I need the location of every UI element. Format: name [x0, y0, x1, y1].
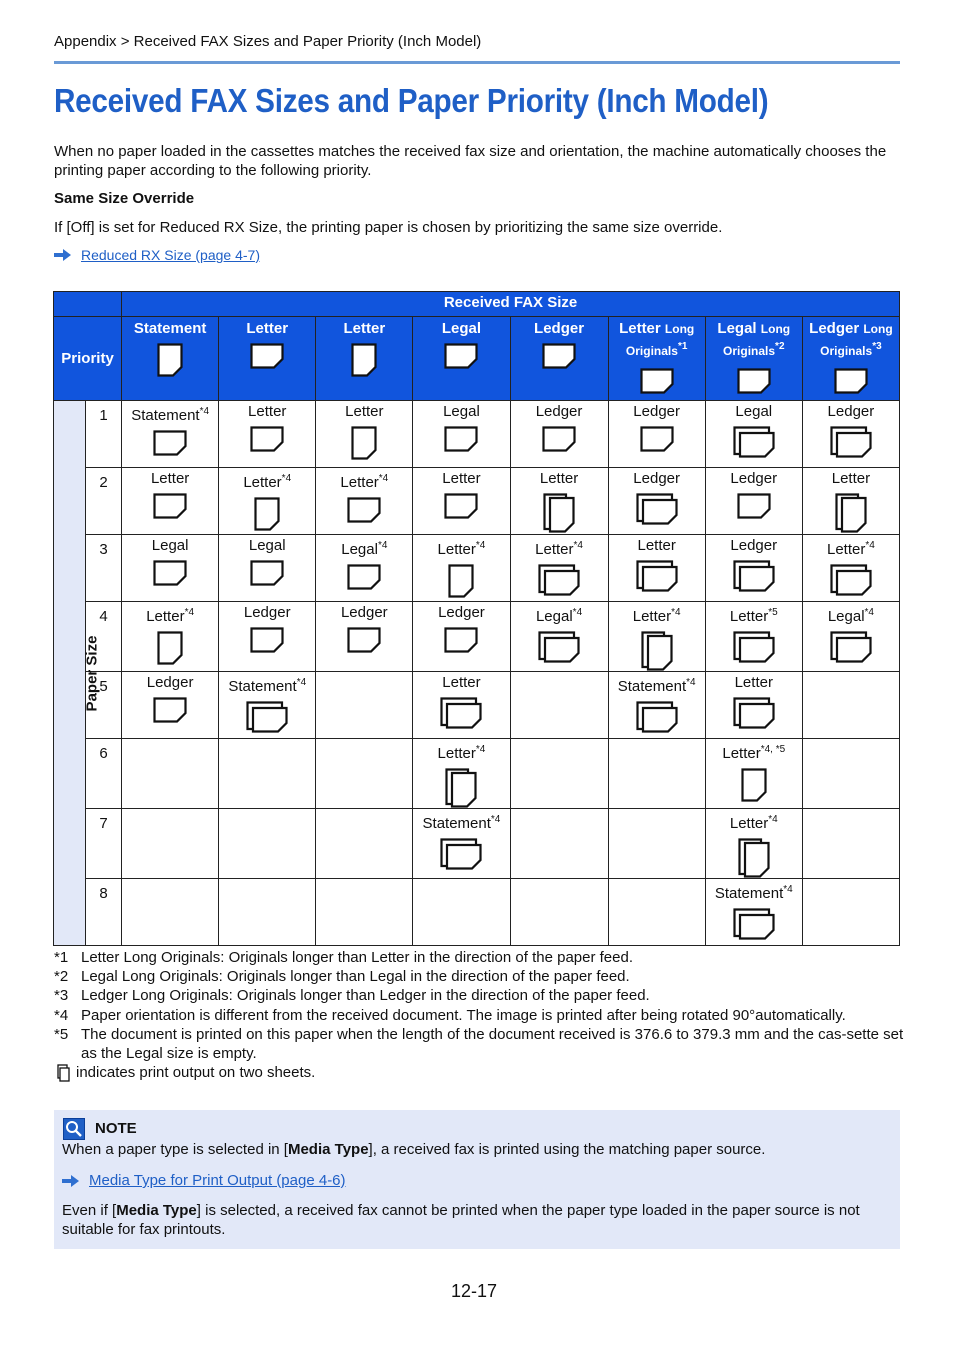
arrow-right-icon	[54, 249, 71, 261]
paper-size-name: Letter$^{*4}$	[340, 473, 389, 491]
column-header-label: Letter	[343, 320, 386, 337]
table-cell	[705, 535, 802, 602]
priority-number: 1	[86, 401, 122, 468]
column-header-label: Letter Long Originals$^{*1}$	[619, 320, 695, 358]
table-cell	[316, 672, 413, 739]
table-cell	[219, 672, 316, 739]
column-header	[608, 317, 705, 401]
landscape-paper-icon	[250, 627, 284, 653]
table-cell	[122, 401, 219, 468]
table-cell	[316, 401, 413, 468]
note-text-1: When a paper type is selected in [Media Type], a received fax is printed using the matching paper source.	[62, 1141, 766, 1158]
table-cell	[316, 535, 413, 602]
table-cell	[219, 879, 316, 946]
header-rule	[54, 61, 900, 64]
table-cell	[122, 809, 219, 879]
table-cell	[122, 535, 219, 602]
priority-number: 4	[86, 602, 122, 672]
media-type-link[interactable]: Media Type for Print Output (page 4-6)	[89, 1172, 346, 1189]
paper-size-name: Legal$^{*4}$	[535, 607, 583, 625]
table-cell	[802, 535, 899, 602]
table-row	[54, 809, 900, 879]
table-row	[54, 879, 900, 946]
paper-size-name: Letter$^{*4}$	[437, 744, 486, 762]
table-cell	[316, 602, 413, 672]
landscape-paper-icon	[542, 426, 576, 452]
paper-size-name: Ledger	[340, 604, 388, 621]
portrait-paper-icon	[351, 343, 377, 377]
two-sheet-legend-text: indicates print output on two sheets.	[76, 1064, 316, 1082]
paper-size-name: Statement$^{*4}$	[131, 406, 210, 424]
page-title: Received FAX Sizes and Paper Priority (Inch Model)	[54, 82, 769, 119]
paper-size-name: Letter	[442, 470, 481, 487]
table-cell	[122, 739, 219, 809]
landscape-double-paper-icon	[733, 631, 775, 663]
note-link-row	[62, 1172, 346, 1189]
landscape-paper-icon	[737, 368, 771, 394]
landscape-double-paper-icon	[636, 493, 678, 525]
table-cell	[802, 401, 899, 468]
paper-size-name: Statement$^{*4}$	[617, 677, 696, 695]
portrait-paper-icon	[157, 343, 183, 377]
paper-size-name: Statement$^{*4}$	[228, 677, 307, 695]
column-header-label: Legal	[441, 320, 482, 337]
table-row	[54, 739, 900, 809]
landscape-paper-icon	[250, 426, 284, 452]
column-header-label: Ledger	[534, 320, 585, 337]
landscape-double-paper-icon	[733, 560, 775, 592]
paper-size-name: Statement$^{*4}$	[422, 814, 501, 832]
column-header	[802, 317, 899, 401]
paper-size-name: Letter	[248, 403, 287, 420]
table-cell	[510, 468, 608, 535]
paper-size-name: Legal$^{*4}$	[827, 607, 874, 625]
note-box	[54, 1110, 900, 1249]
landscape-double-paper-icon	[636, 560, 678, 592]
landscape-paper-icon	[153, 560, 187, 586]
header-blank	[54, 292, 122, 317]
portrait-double-paper-icon	[641, 631, 673, 671]
table-cell	[608, 468, 705, 535]
landscape-double-paper-icon	[830, 564, 872, 596]
paper-size-name: Letter$^{*4, *5}$	[722, 744, 786, 762]
landscape-paper-icon	[444, 426, 478, 452]
table-cell	[316, 739, 413, 809]
table-cell	[802, 739, 899, 809]
paper-size-name: Letter$^{*4}$	[729, 814, 778, 832]
breadcrumb: Appendix > Received FAX Sizes and Paper Priority (Inch Model)	[54, 33, 482, 50]
landscape-paper-icon	[834, 368, 868, 394]
arrow-right-icon	[62, 1175, 79, 1187]
landscape-double-paper-icon	[830, 426, 872, 458]
paper-size-name: Legal	[735, 403, 773, 420]
table-cell	[413, 879, 510, 946]
table-cell	[608, 535, 705, 602]
table-cell	[705, 879, 802, 946]
paper-size-name: Ledger	[146, 674, 194, 691]
note-text-2: Even if [Media Type] is selected, a received fax cannot be printed when the paper type loaded in the paper source is not suitable for fax printouts.	[62, 1202, 860, 1238]
portrait-double-paper-icon	[738, 838, 770, 878]
table-cell	[510, 879, 608, 946]
table-cell	[510, 672, 608, 739]
paper-size-name: Ledger	[730, 470, 778, 487]
table-cell	[510, 535, 608, 602]
paper-size-name: Letter	[442, 674, 481, 691]
column-header-label: Ledger Long Originals$^{*3}$	[809, 320, 893, 358]
table-cell	[510, 809, 608, 879]
table-cell	[705, 602, 802, 672]
table-cell	[705, 401, 802, 468]
intro-paragraph: When no paper loaded in the cassettes matches the received fax size and orientation, the machine automatically chooses the printing paper according to the following priority.	[54, 143, 887, 179]
table-cell	[316, 879, 413, 946]
table-cell	[219, 602, 316, 672]
landscape-paper-icon	[347, 564, 381, 590]
table-cell	[510, 739, 608, 809]
table-cell	[608, 809, 705, 879]
paper-size-name: Letter$^{*4}$	[827, 540, 875, 558]
landscape-paper-icon	[153, 493, 187, 519]
two-sheets-icon	[54, 1064, 72, 1082]
paper-size-name: Legal	[248, 537, 286, 554]
table-cell	[510, 401, 608, 468]
table-cell	[608, 879, 705, 946]
landscape-double-paper-icon	[246, 701, 288, 733]
priority-header: Priority	[54, 317, 122, 401]
landscape-paper-icon	[444, 343, 478, 369]
fax-size-priority-table	[53, 291, 900, 946]
landscape-double-paper-icon	[440, 697, 482, 729]
landscape-double-paper-icon	[830, 631, 872, 663]
landscape-paper-icon	[444, 627, 478, 653]
table-cell	[219, 468, 316, 535]
reduced-rx-size-link[interactable]: Reduced RX Size (page 4-7)	[81, 247, 260, 263]
column-header-label: Statement	[133, 320, 207, 337]
table-cell	[413, 809, 510, 879]
section-subheading: Same Size Override	[54, 190, 195, 207]
footnote: *3 Ledger Long Originals: Originals longer than Ledger in the direction of the paper feed.	[54, 987, 650, 1005]
table-cell	[608, 602, 705, 672]
column-header-label: Legal Long Originals$^{*2}$	[717, 320, 791, 358]
landscape-paper-icon	[444, 493, 478, 519]
paper-size-name: Letter	[150, 470, 190, 487]
paper-size-name: Letter$^{*4}$	[535, 540, 583, 558]
landscape-paper-icon	[153, 430, 187, 456]
paper-size-name: Ledger	[633, 470, 681, 487]
table-cell	[413, 602, 510, 672]
table-row	[54, 535, 900, 602]
portrait-paper-icon	[157, 631, 183, 665]
table-row	[54, 468, 900, 535]
landscape-paper-icon	[347, 627, 381, 653]
table-cell	[510, 602, 608, 672]
landscape-paper-icon	[542, 343, 576, 369]
table-cell	[219, 401, 316, 468]
landscape-double-paper-icon	[733, 697, 775, 729]
table-cell	[705, 672, 802, 739]
portrait-double-paper-icon	[445, 768, 477, 808]
paper-size-name: Letter$^{*4}$	[243, 473, 292, 491]
landscape-paper-icon	[640, 426, 674, 452]
priority-number: 2	[86, 468, 122, 535]
table-cell	[802, 879, 899, 946]
paper-size-name: Letter$^{*4}$	[437, 540, 486, 558]
landscape-paper-icon	[153, 697, 187, 723]
paper-size-side-header	[54, 401, 101, 946]
note-icon	[63, 1118, 85, 1140]
paper-size-name: Ledger	[243, 604, 291, 621]
landscape-paper-icon	[250, 560, 284, 586]
landscape-double-paper-icon	[733, 908, 775, 940]
table-cell	[608, 739, 705, 809]
table-cell	[122, 672, 219, 739]
table-cell	[802, 468, 899, 535]
reference-link-row	[54, 247, 260, 263]
two-sheet-legend	[54, 1063, 904, 1082]
table-cell	[122, 879, 219, 946]
table-cell	[413, 468, 510, 535]
received-fax-size-header: Received FAX Size	[122, 292, 900, 317]
table-row	[54, 672, 900, 739]
priority-number: 6	[86, 739, 122, 809]
table-cell	[413, 401, 510, 468]
table-cell	[802, 602, 899, 672]
portrait-paper-icon	[351, 426, 377, 460]
table-cell	[413, 535, 510, 602]
table-cell	[608, 672, 705, 739]
table-cell	[608, 401, 705, 468]
priority-number: 5	[86, 672, 122, 739]
table-cell	[802, 809, 899, 879]
landscape-double-paper-icon	[538, 564, 580, 596]
footnote: *4 Paper orientation is different from the received document. The image is printed after being rotated 90°automatically.	[54, 1006, 846, 1024]
footnote: *5 The document is printed on this paper when the length of the document received is 376.6 to 379.3 mm and the cas-sette set as the Legal size is empty.	[54, 1025, 904, 1063]
table-cell	[219, 535, 316, 602]
paper-size-name: Letter	[637, 537, 676, 554]
priority-number: 7	[86, 809, 122, 879]
paper-size-name: Letter	[539, 470, 579, 487]
column-header	[413, 317, 510, 401]
table-cell	[122, 468, 219, 535]
footnotes	[54, 948, 904, 1082]
table-cell	[219, 739, 316, 809]
override-paragraph: If [Off] is set for Reduced RX Size, the printing paper is chosen by prioritizing the same size override.	[54, 219, 723, 236]
footnote: *1 Letter Long Originals: Originals longer than Letter in the direction of the paper feed.	[54, 949, 634, 966]
column-header-label: Letter	[246, 320, 289, 337]
portrait-double-paper-icon	[835, 493, 867, 533]
landscape-double-paper-icon	[636, 701, 678, 733]
priority-number: 8	[86, 879, 122, 946]
column-header	[316, 317, 413, 401]
paper-size-name: Legal$^{*4}$	[341, 540, 388, 558]
table-cell	[705, 809, 802, 879]
landscape-double-paper-icon	[733, 426, 775, 458]
paper-size-label: Paper Size	[83, 635, 101, 711]
paper-size-name: Legal	[151, 537, 189, 554]
column-header	[705, 317, 802, 401]
paper-size-name: Ledger	[633, 403, 681, 420]
paper-size-name: Statement$^{*4}$	[714, 884, 793, 902]
table-cell	[316, 809, 413, 879]
paper-size-name: Ledger	[827, 403, 875, 420]
landscape-double-paper-icon	[538, 631, 580, 663]
portrait-paper-icon	[741, 768, 767, 802]
table-cell	[219, 809, 316, 879]
paper-size-name: Letter	[734, 674, 773, 691]
portrait-double-paper-icon	[543, 493, 575, 533]
landscape-paper-icon	[640, 368, 674, 394]
footnote: *2 Legal Long Originals: Originals longer than Legal in the direction of the paper feed.	[54, 968, 630, 986]
landscape-paper-icon	[737, 493, 771, 519]
column-header	[219, 317, 316, 401]
table-cell	[705, 739, 802, 809]
column-header	[510, 317, 608, 401]
table-cell	[705, 468, 802, 535]
priority-number: 3	[86, 535, 122, 602]
paper-size-name: Letter$^{*5}$	[729, 607, 778, 625]
paper-size-name: Letter$^{*4}$	[146, 607, 195, 625]
column-header	[122, 317, 219, 401]
portrait-paper-icon	[448, 564, 474, 598]
note-title: NOTE	[95, 1120, 137, 1137]
landscape-double-paper-icon	[440, 838, 482, 870]
paper-size-name: Legal	[443, 403, 480, 420]
page-number: 12-17	[451, 1281, 498, 1301]
landscape-paper-icon	[250, 343, 284, 369]
paper-size-name: Ledger	[535, 403, 583, 420]
table-row	[54, 602, 900, 672]
landscape-paper-icon	[347, 497, 381, 523]
table-cell	[122, 602, 219, 672]
paper-size-name: Ledger	[730, 537, 778, 554]
paper-size-name: Ledger	[438, 604, 485, 621]
table-cell	[413, 672, 510, 739]
table-cell	[316, 468, 413, 535]
table-cell	[802, 672, 899, 739]
portrait-paper-icon	[254, 497, 280, 531]
paper-size-name: Letter	[345, 403, 384, 420]
paper-size-name: Letter$^{*4}$	[632, 607, 681, 625]
table-row	[54, 401, 900, 468]
paper-size-name: Letter	[831, 470, 871, 487]
table-cell	[413, 739, 510, 809]
